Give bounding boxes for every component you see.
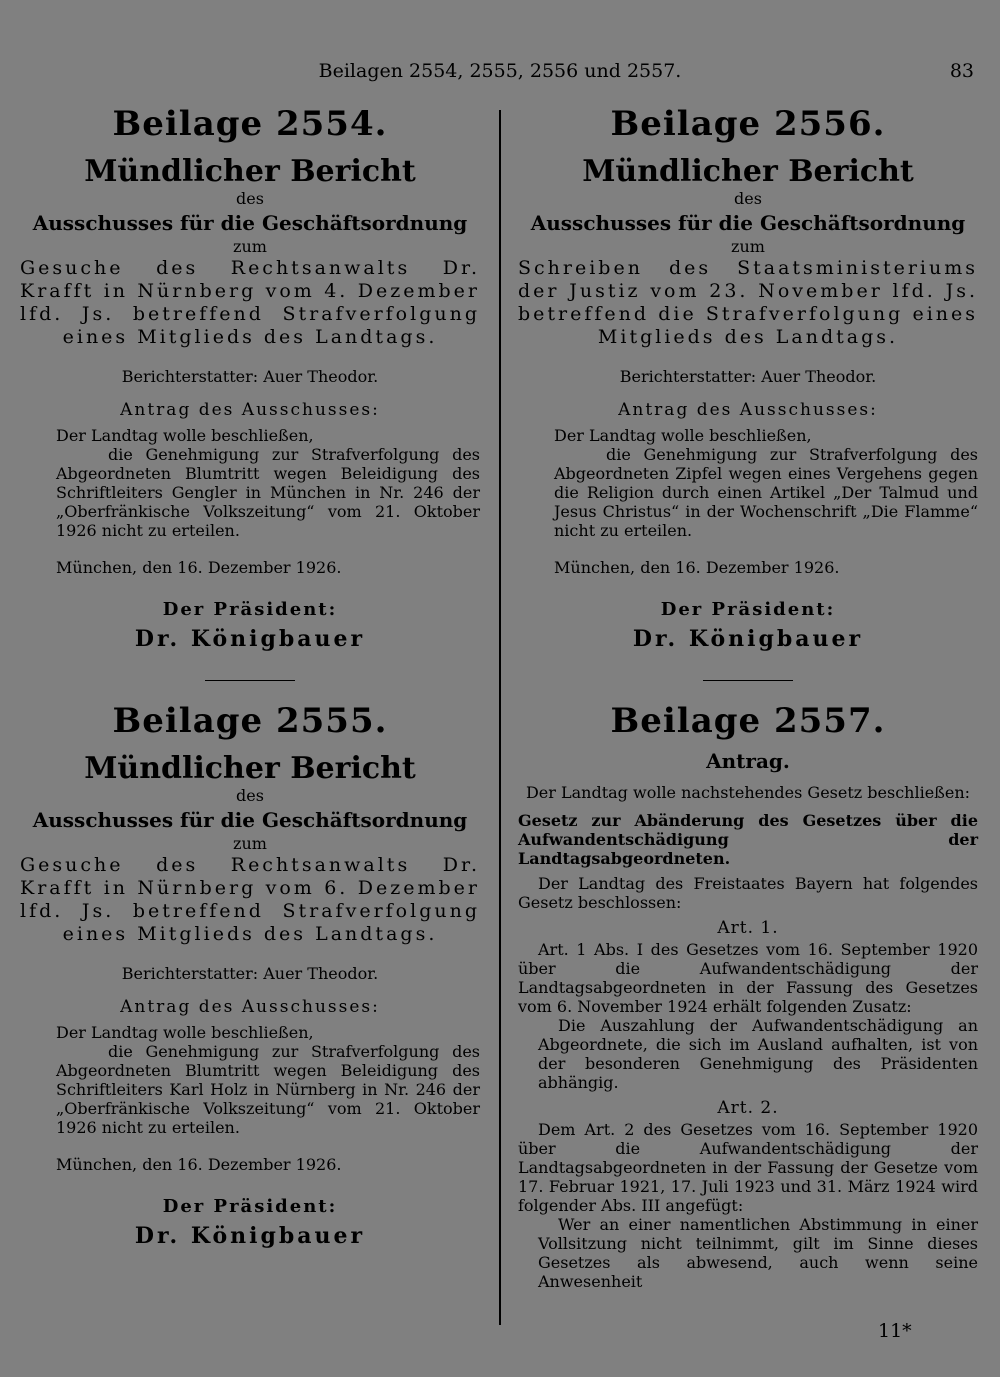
- zum-label: zum: [233, 237, 267, 256]
- president-name: Dr. Königbauer: [134, 1223, 366, 1249]
- beilage-title: Beilage 2554.: [112, 104, 388, 144]
- report-title: Mündlicher Bericht: [84, 751, 416, 786]
- motion-heading: Antrag des Ausschusses:: [618, 400, 878, 420]
- section-rule: [703, 680, 793, 681]
- rapporteur: Berichterstatter: Auer Theodor.: [619, 367, 877, 386]
- column-divider: [499, 110, 501, 1325]
- president-title: Der Präsident:: [162, 599, 338, 620]
- article-1-text: Art. 1 Abs. I des Gesetzes vom 16. September 1920 über die Aufwandentschädigung der Landtagsabgeordneten in der Fassung des Gesetzes vom 6. November 1924 erhält folgenden Zusatz:: [518, 940, 978, 1016]
- beilage-title: Beilage 2556.: [610, 104, 886, 144]
- resolution-intro: Der Landtag wolle beschließen,: [56, 1023, 314, 1042]
- beilage-title: Beilage 2555.: [112, 701, 388, 741]
- beilage-title: Beilage 2557.: [610, 701, 886, 741]
- law-title: Gesetz zur Abänderung des Gesetzes über die Aufwandentschädigung der Landtagsabgeordneten.: [518, 811, 978, 868]
- committee-name: Ausschusses für die Geschäftsordnung: [530, 211, 966, 235]
- date-line: München, den 16. Dezember 1926.: [554, 558, 840, 577]
- date-line: München, den 16. Dezember 1926.: [56, 558, 342, 577]
- motion-subtitle: Antrag.: [706, 749, 790, 773]
- article-2-text: Dem Art. 2 des Gesetzes vom 16. September 1920 über die Aufwandentschädigung der Landtagsabgeordneten in der Fassung der Gesetze vom 17. Februar 1921, 17. Juli 1923 und 31. März 1924 wird folgender Abs. III angefügt:: [518, 1120, 978, 1215]
- president-title: Der Präsident:: [660, 599, 836, 620]
- section-rule: [205, 680, 295, 681]
- rapporteur: Berichterstatter: Auer Theodor.: [121, 964, 379, 983]
- report-title: Mündlicher Bericht: [84, 154, 416, 189]
- article-2-addition: Wer an einer namentlichen Abstimmung in einer Vollsitzung nicht teilnimmt, gilt im Sinne dieses Gesetzes als abwesend, auch wenn seine Anwesenheit: [538, 1215, 978, 1291]
- des-label: des: [236, 786, 264, 805]
- subject-text: Gesuche des Rechtsanwalts Dr. Krafft in Nürnberg vom 6. Dezember lfd. Js. betreffend Strafverfolgung eines Mitglieds des Landtags.: [20, 854, 480, 945]
- committee-name: Ausschusses für die Geschäftsordnung: [32, 211, 468, 235]
- motion-intro: Der Landtag wolle nachstehendes Gesetz beschließen:: [525, 783, 971, 802]
- article-2-heading: Art. 2.: [717, 1098, 779, 1118]
- rapporteur: Berichterstatter: Auer Theodor.: [121, 367, 379, 386]
- resolution-body: die Genehmigung zur Strafverfolgung des Abgeordneten Blumtritt wegen Beleidigung des Schriftleiters Karl Holz in Nürnberg in Nr. 246 der „Oberfränkische Volkszeitung“ vom 21. Oktober 1926 nicht zu erteilen.: [56, 1042, 480, 1137]
- date-line: München, den 16. Dezember 1926.: [56, 1155, 342, 1174]
- des-label: des: [734, 189, 762, 208]
- zum-label: zum: [233, 834, 267, 853]
- resolution-intro: Der Landtag wolle beschließen,: [56, 426, 314, 445]
- subject-text: Gesuche des Rechtsanwalts Dr. Krafft in Nürnberg vom 4. Dezember lfd. Js. betreffend Strafverfolgung eines Mitglieds des Landtags.: [20, 257, 480, 348]
- resolution-body: die Genehmigung zur Strafverfolgung des Abgeordneten Blumtritt wegen Beleidigung des Schriftleiters Gengler in München in Nr. 246 der „Oberfränkische Volkszeitung“ vom 21. Oktober 1926 nicht zu erteilen.: [56, 445, 480, 540]
- signature-mark: 11*: [878, 1320, 912, 1342]
- beilage-2556: [518, 104, 978, 652]
- president-name: Dr. Königbauer: [134, 626, 366, 652]
- committee-name: Ausschusses für die Geschäftsordnung: [32, 808, 468, 832]
- motion-heading: Antrag des Ausschusses:: [120, 400, 380, 420]
- resolution-intro: Der Landtag wolle beschließen,: [554, 426, 812, 445]
- law-preamble: Der Landtag des Freistaates Bayern hat folgendes Gesetz beschlossen:: [518, 874, 978, 912]
- article-1-addition: Die Auszahlung der Aufwandentschädigung an Abgeordnete, die sich im Ausland aufhalten, ist von der besonderen Genehmigung des Präsidenten abhängig.: [538, 1016, 978, 1092]
- resolution-body: die Genehmigung zur Strafverfolgung des Abgeordneten Zipfel wegen eines Vergehens gegen die Religion durch einen Artikel „Der Talmud und Jesus Christus“ in der Wochenschrift „Die Flamme“ nicht zu erteilen.: [554, 445, 978, 540]
- report-title: Mündlicher Bericht: [582, 154, 914, 189]
- des-label: des: [236, 189, 264, 208]
- beilage-2557: [518, 701, 978, 1291]
- page-number: 83: [949, 60, 974, 82]
- right-column: [518, 100, 978, 1291]
- president-title: Der Präsident:: [162, 1196, 338, 1217]
- beilage-2554: [20, 104, 480, 652]
- left-column: [20, 100, 480, 1249]
- article-1-heading: Art. 1.: [717, 918, 779, 938]
- president-name: Dr. Königbauer: [632, 626, 864, 652]
- motion-heading: Antrag des Ausschusses:: [120, 997, 380, 1017]
- header-title: Beilagen 2554, 2555, 2556 und 2557.: [318, 60, 682, 82]
- subject-text: Schreiben des Staatsministeriums der Justiz vom 23. November lfd. Js. betreffend die Strafverfolgung eines Mitglieds des Landtags.: [518, 257, 978, 348]
- zum-label: zum: [731, 237, 765, 256]
- beilage-2555: [20, 701, 480, 1249]
